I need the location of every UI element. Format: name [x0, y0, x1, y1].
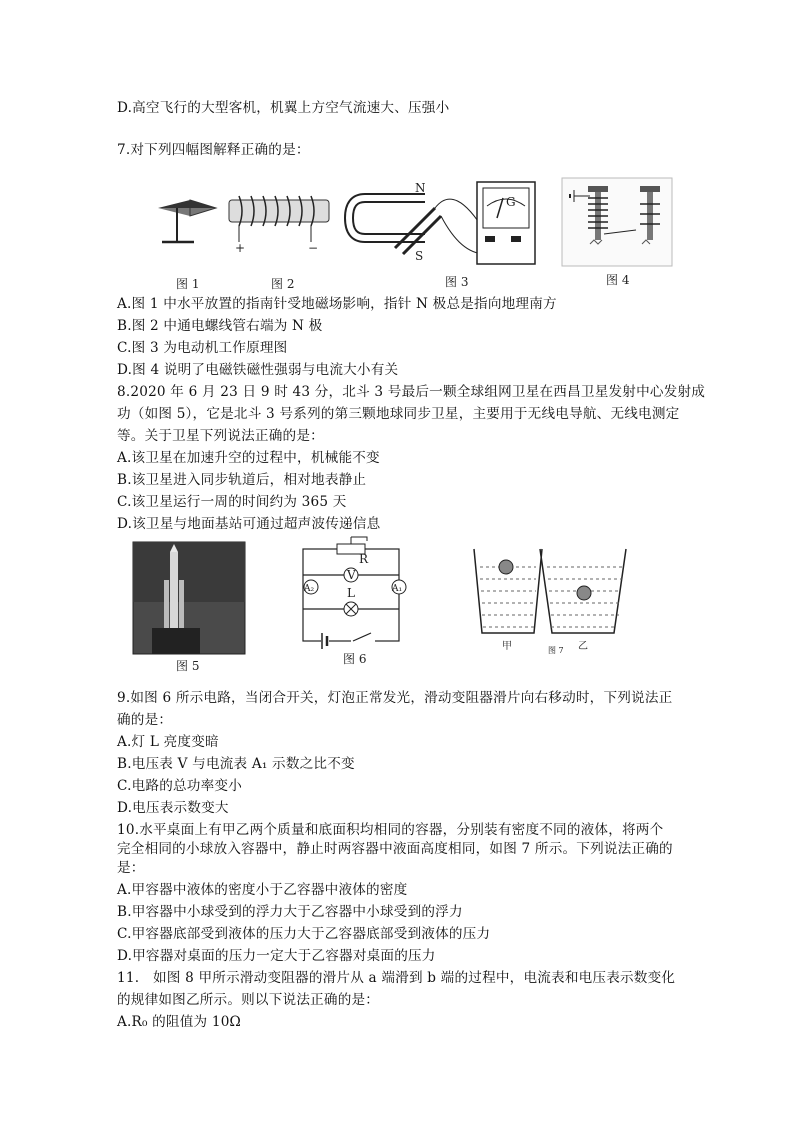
figure-2-caption: 图 2	[271, 277, 295, 291]
q8-option-a: A.该卫星在加速升空的过程中，机械能不变	[117, 450, 380, 466]
figure-4-caption: 图 4	[606, 273, 630, 287]
q10-option-c: C.甲容器底部受到液体的压力大于乙容器底部受到液体的压力	[117, 926, 491, 942]
q7-option-d: D.图 4 说明了电磁铁磁性强弱与电流大小有关	[117, 362, 399, 378]
figure-6-voltmeter-label: V	[347, 568, 356, 582]
figure-7-containers	[470, 545, 650, 685]
figure-3-generator	[345, 172, 545, 302]
figure-6-lamp-label: L	[347, 586, 355, 600]
q11-stem-line2: 的规律如图乙所示。则以下说法正确的是：	[117, 992, 380, 1008]
q7-option-b: B.图 2 中通电螺线管右端为 N 极	[117, 318, 323, 334]
figure-3-caption: 图 3	[445, 275, 469, 289]
q7-stem: 7.对下列四幅图解释正确的是：	[117, 142, 310, 158]
figure-3-galvanometer-label: G	[506, 195, 516, 209]
figure-1-caption: 图 1	[176, 277, 200, 291]
figure-4-electromagnets	[560, 172, 680, 302]
q10-option-d: D.甲容器对桌面的压力一定大于乙容器对桌面的压力	[117, 948, 436, 964]
figure-2-minus: −	[308, 241, 319, 255]
q7-option-c: C.图 3 为电动机工作原理图	[117, 340, 288, 356]
figure-6-circuit	[295, 535, 415, 675]
figure-6-rheostat-label: R	[359, 552, 369, 566]
figure-2-plus: +	[235, 241, 246, 255]
q10-stem-line3: 是：	[117, 860, 145, 876]
q11-stem-line1: 11. 如图 8 甲所示滑动变阻器的滑片从 a 端滑到 b 端的过程中，电流表和电压表示数变化	[117, 970, 676, 986]
q10-option-a: A.甲容器中液体的密度小于乙容器中液体的密度	[117, 882, 408, 898]
figure-3-north: N	[415, 181, 426, 195]
q7-option-a: A.图 1 中水平放置的指南针受地磁场影响，指针 N 极总是指向地理南方	[117, 296, 557, 312]
q8-option-c: C.该卫星运行一周的时间约为 365 天	[117, 494, 347, 510]
q10-option-b: B.甲容器中小球受到的浮力大于乙容器中小球受到的浮力	[117, 904, 463, 920]
figure-2-solenoid	[225, 170, 345, 300]
figure-7-label-jia: 甲	[502, 641, 512, 652]
q9-stem-line2: 确的是：	[117, 712, 173, 728]
q6-option-d: D.高空飞行的大型客机，机翼上方空气流速大、压强小	[117, 100, 450, 116]
figure-6-ammeter1-label: A₁	[392, 584, 403, 594]
q8-stem-line1: 8.2020 年 6 月 23 日 9 时 43 分，北斗 3 号最后一颗全球组网卫星在西昌卫星发射中心发射成	[117, 384, 706, 400]
q10-stem-line1: 10.水平桌面上有甲乙两个质量和底面积均相同的容器，分别装有密度不同的液体，将两个	[117, 822, 664, 838]
figure-3-south: S	[415, 249, 424, 263]
q8-stem-line2: 功（如图 5），它是北斗 3 号系列的第三颗地球同步卫星，主要用于无线电导航、无线电测定	[117, 406, 680, 422]
q8-option-d: D.该卫星与地面基站可通过超声波传递信息	[117, 516, 381, 532]
figure-5-caption: 图 5	[176, 659, 200, 673]
q10-stem-line2: 完全相同的小球放入容器中，静止时两容器中液面高度相同，如图 7 所示。下列说法正确的	[117, 841, 673, 857]
q8-stem-line3: 等。关于卫星下列说法正确的是：	[117, 428, 324, 444]
figure-7-caption: 图 7	[548, 646, 564, 655]
figure-7-label-yi: 乙	[578, 641, 588, 652]
q9-option-c: C.电路的总功率变小	[117, 778, 242, 794]
figure-6-caption: 图 6	[343, 652, 367, 666]
figure-6-ammeter2-label: A₂	[304, 584, 315, 594]
figure-5-rocket-photo	[130, 540, 250, 680]
q9-option-b: B.电压表 V 与电流表 A₁ 示数之比不变	[117, 756, 355, 772]
q9-option-d: D.电压表示数变大	[117, 800, 229, 816]
q9-stem-line1: 9.如图 6 所示电路，当闭合开关，灯泡正常发光，滑动变阻器滑片向右移动时，下列说法正	[117, 690, 673, 706]
q9-option-a: A.灯 L 亮度变暗	[117, 734, 219, 750]
q11-option-a: A.R₀ 的阻值为 10Ω	[117, 1014, 242, 1030]
q8-option-b: B.该卫星进入同步轨道后，相对地表静止	[117, 472, 367, 488]
